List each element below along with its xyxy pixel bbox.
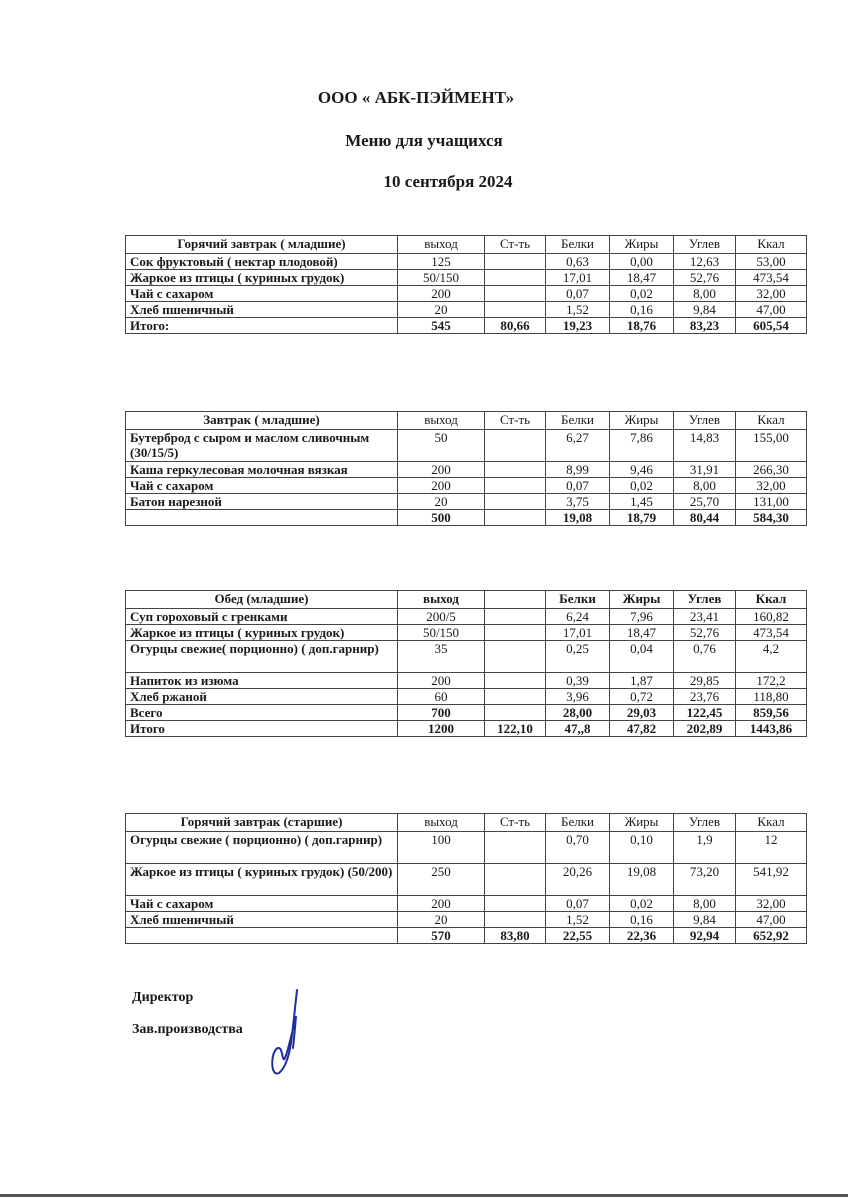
kcal-header: Ккал (736, 412, 807, 430)
output-cell: 20 (398, 302, 485, 318)
carbs-cell: 23,41 (674, 609, 736, 625)
output-cell: 100 (398, 832, 485, 864)
document-title: Меню для учащихся (345, 131, 503, 150)
table-row (126, 254, 807, 270)
dish-name: Напиток из изюма (126, 673, 398, 689)
kcal-cell: 584,30 (736, 510, 807, 526)
carbs-cell: 83,23 (674, 318, 736, 334)
table-row (126, 430, 807, 462)
fat-cell: 1,45 (610, 494, 674, 510)
protein-cell: 1,52 (546, 912, 610, 928)
kcal-cell: 12 (736, 832, 807, 864)
table-row (126, 270, 807, 286)
dish-name (126, 510, 398, 526)
output-cell: 50/150 (398, 270, 485, 286)
carbs-cell: 9,84 (674, 912, 736, 928)
fat-cell: 0,02 (610, 286, 674, 302)
carbs-cell: 23,76 (674, 689, 736, 705)
carbs-header: Углев (674, 814, 736, 832)
dish-name: Хлеб пшеничный (126, 912, 398, 928)
output-cell: 125 (398, 254, 485, 270)
fat-cell: 0,04 (610, 641, 674, 673)
kcal-cell: 47,00 (736, 302, 807, 318)
fat-cell: 7,96 (610, 609, 674, 625)
cost-header: Ст-ть (485, 236, 546, 254)
kcal-cell: 541,92 (736, 864, 807, 896)
protein-cell: 28,00 (546, 705, 610, 721)
fat-cell: 47,82 (610, 721, 674, 737)
protein-cell: 17,01 (546, 625, 610, 641)
dish-name: Чай с сахаром (126, 286, 398, 302)
carbs-cell: 8,00 (674, 478, 736, 494)
production-head-label: Зав.производства (132, 1022, 243, 1037)
carbs-cell: 52,76 (674, 270, 736, 286)
meal-title: Обед (младшие) (126, 591, 398, 609)
carbs-cell: 202,89 (674, 721, 736, 737)
total-row (126, 510, 807, 526)
total-row (126, 318, 807, 334)
table-row (126, 641, 807, 673)
cost-cell (485, 832, 546, 864)
table-row (126, 609, 807, 625)
table-row (126, 494, 807, 510)
kcal-cell: 53,00 (736, 254, 807, 270)
menu-table (125, 813, 807, 944)
cost-cell (485, 689, 546, 705)
fat-cell: 18,76 (610, 318, 674, 334)
table-header-row (126, 236, 807, 254)
total-row (126, 928, 807, 944)
protein-cell: 1,52 (546, 302, 610, 318)
protein-cell: 19,23 (546, 318, 610, 334)
kcal-header: Ккал (736, 236, 807, 254)
protein-cell: 0,39 (546, 673, 610, 689)
cost-cell (485, 896, 546, 912)
output-cell: 700 (398, 705, 485, 721)
table-row (126, 478, 807, 494)
fat-header: Жиры (610, 412, 674, 430)
kcal-cell: 155,00 (736, 430, 807, 462)
carbs-header: Углев (674, 236, 736, 254)
output-cell: 570 (398, 928, 485, 944)
dish-name: Хлеб пшеничный (126, 302, 398, 318)
carbs-cell: 73,20 (674, 864, 736, 896)
cost-cell (485, 705, 546, 721)
output-cell: 200 (398, 286, 485, 302)
menu-date: 10 сентября 2024 (383, 172, 513, 191)
fat-cell: 0,02 (610, 478, 674, 494)
menu-table (125, 411, 807, 526)
output-cell: 500 (398, 510, 485, 526)
output-cell: 200 (398, 478, 485, 494)
protein-cell: 20,26 (546, 864, 610, 896)
cost-cell (485, 270, 546, 286)
table-row (126, 832, 807, 864)
output-cell: 20 (398, 494, 485, 510)
output-cell: 545 (398, 318, 485, 334)
output-header: выход (398, 814, 485, 832)
carbs-cell: 52,76 (674, 625, 736, 641)
dish-name: Огурцы свежие( порционно) ( доп.гарнир) (126, 641, 398, 673)
total-row (126, 705, 807, 721)
table-row (126, 462, 807, 478)
kcal-header: Ккал (736, 814, 807, 832)
protein-cell: 6,24 (546, 609, 610, 625)
cost-header: Ст-ть (485, 412, 546, 430)
cost-cell (485, 286, 546, 302)
fat-cell: 22,36 (610, 928, 674, 944)
dish-name: Итого: (126, 318, 398, 334)
protein-cell: 47,,8 (546, 721, 610, 737)
handwritten-signature (265, 988, 315, 1078)
output-cell: 250 (398, 864, 485, 896)
fat-cell: 0,72 (610, 689, 674, 705)
fat-cell: 1,87 (610, 673, 674, 689)
protein-header: Белки (546, 814, 610, 832)
kcal-cell: 32,00 (736, 896, 807, 912)
carbs-cell: 92,94 (674, 928, 736, 944)
carbs-cell: 122,45 (674, 705, 736, 721)
kcal-cell: 172,2 (736, 673, 807, 689)
fat-cell: 18,79 (610, 510, 674, 526)
output-header: выход (398, 412, 485, 430)
table-header-row (126, 412, 807, 430)
kcal-cell: 32,00 (736, 286, 807, 302)
dish-name: Хлеб ржаной (126, 689, 398, 705)
table-header-row (126, 591, 807, 609)
protein-cell: 19,08 (546, 510, 610, 526)
table-row (126, 625, 807, 641)
carbs-cell: 29,85 (674, 673, 736, 689)
meal-title: Завтрак ( младшие) (126, 412, 398, 430)
protein-cell: 0,07 (546, 286, 610, 302)
output-cell: 200 (398, 896, 485, 912)
fat-cell: 18,47 (610, 270, 674, 286)
protein-cell: 8,99 (546, 462, 610, 478)
page-bottom-edge (0, 1194, 848, 1197)
kcal-cell: 266,30 (736, 462, 807, 478)
carbs-cell: 12,63 (674, 254, 736, 270)
table-row (126, 896, 807, 912)
total-row (126, 721, 807, 737)
fat-header: Жиры (610, 591, 674, 609)
cost-cell: 122,10 (485, 721, 546, 737)
fat-cell: 18,47 (610, 625, 674, 641)
kcal-cell: 473,54 (736, 625, 807, 641)
protein-cell: 0,63 (546, 254, 610, 270)
kcal-cell: 160,82 (736, 609, 807, 625)
carbs-cell: 1,9 (674, 832, 736, 864)
dish-name: Сок фруктовый ( нектар плодовой) (126, 254, 398, 270)
cost-cell (485, 864, 546, 896)
protein-cell: 17,01 (546, 270, 610, 286)
kcal-cell: 652,92 (736, 928, 807, 944)
carbs-cell: 8,00 (674, 896, 736, 912)
dish-name: Суп гороховый с гренками (126, 609, 398, 625)
meal-title: Горячий завтрак ( младшие) (126, 236, 398, 254)
cost-cell: 83,80 (485, 928, 546, 944)
carbs-cell: 0,76 (674, 641, 736, 673)
cost-cell (485, 254, 546, 270)
table-row (126, 912, 807, 928)
protein-cell: 0,25 (546, 641, 610, 673)
table-row (126, 673, 807, 689)
carbs-cell: 8,00 (674, 286, 736, 302)
dish-name: Всего (126, 705, 398, 721)
protein-cell: 3,96 (546, 689, 610, 705)
carbs-cell: 80,44 (674, 510, 736, 526)
carbs-header: Углев (674, 412, 736, 430)
kcal-cell: 47,00 (736, 912, 807, 928)
output-cell: 200/5 (398, 609, 485, 625)
protein-header: Белки (546, 591, 610, 609)
output-cell: 1200 (398, 721, 485, 737)
dish-name: Чай с сахаром (126, 896, 398, 912)
table-row (126, 286, 807, 302)
kcal-cell: 4,2 (736, 641, 807, 673)
fat-cell: 0,16 (610, 912, 674, 928)
fat-cell: 19,08 (610, 864, 674, 896)
output-cell: 50/150 (398, 625, 485, 641)
output-header: выход (398, 236, 485, 254)
fat-cell: 0,16 (610, 302, 674, 318)
protein-header: Белки (546, 236, 610, 254)
output-cell: 20 (398, 912, 485, 928)
signature-stroke (272, 990, 297, 1074)
fat-cell: 9,46 (610, 462, 674, 478)
dish-name: Итого (126, 721, 398, 737)
protein-header: Белки (546, 412, 610, 430)
protein-cell: 3,75 (546, 494, 610, 510)
table-row (126, 864, 807, 896)
cost-cell (485, 462, 546, 478)
protein-cell: 6,27 (546, 430, 610, 462)
fat-cell: 7,86 (610, 430, 674, 462)
carbs-cell: 9,84 (674, 302, 736, 318)
kcal-cell: 118,80 (736, 689, 807, 705)
kcal-cell: 605,54 (736, 318, 807, 334)
fat-cell: 29,03 (610, 705, 674, 721)
carbs-cell: 14,83 (674, 430, 736, 462)
kcal-cell: 859,56 (736, 705, 807, 721)
output-header: выход (398, 591, 485, 609)
carbs-header: Углев (674, 591, 736, 609)
table-row (126, 689, 807, 705)
cost-cell (485, 510, 546, 526)
output-cell: 60 (398, 689, 485, 705)
kcal-cell: 131,00 (736, 494, 807, 510)
dish-name: Каша геркулесовая молочная вязкая (126, 462, 398, 478)
fat-cell: 0,00 (610, 254, 674, 270)
dish-name: Огурцы свежие ( порционно) ( доп.гарнир) (126, 832, 398, 864)
kcal-cell: 473,54 (736, 270, 807, 286)
output-cell: 200 (398, 462, 485, 478)
table-row (126, 302, 807, 318)
cost-cell (485, 430, 546, 462)
protein-cell: 0,70 (546, 832, 610, 864)
fat-cell: 0,02 (610, 896, 674, 912)
cost-cell (485, 478, 546, 494)
dish-name: Батон нарезной (126, 494, 398, 510)
menu-table (125, 590, 807, 737)
cost-header (485, 591, 546, 609)
dish-name: Бутерброд с сыром и маслом сливочным (30/15/5) (126, 430, 398, 462)
cost-header: Ст-ть (485, 814, 546, 832)
cost-cell (485, 641, 546, 673)
menu-table (125, 235, 807, 334)
cost-cell (485, 625, 546, 641)
dish-name: Жаркое из птицы ( куриных грудок) (126, 625, 398, 641)
organization-name: ООО « АБК-ПЭЙМЕНТ» (317, 88, 515, 107)
dish-name (126, 928, 398, 944)
kcal-cell: 1443,86 (736, 721, 807, 737)
carbs-cell: 25,70 (674, 494, 736, 510)
dish-name: Жаркое из птицы ( куриных грудок) (126, 270, 398, 286)
cost-cell (485, 494, 546, 510)
protein-cell: 22,55 (546, 928, 610, 944)
fat-header: Жиры (610, 236, 674, 254)
dish-name: Жаркое из птицы ( куриных грудок) (50/200) (126, 864, 398, 896)
fat-header: Жиры (610, 814, 674, 832)
cost-cell (485, 673, 546, 689)
cost-cell: 80,66 (485, 318, 546, 334)
output-cell: 200 (398, 673, 485, 689)
cost-cell (485, 912, 546, 928)
protein-cell: 0,07 (546, 478, 610, 494)
dish-name: Чай с сахаром (126, 478, 398, 494)
kcal-cell: 32,00 (736, 478, 807, 494)
carbs-cell: 31,91 (674, 462, 736, 478)
output-cell: 50 (398, 430, 485, 462)
kcal-header: Ккал (736, 591, 807, 609)
fat-cell: 0,10 (610, 832, 674, 864)
director-label: Директор (132, 990, 194, 1005)
protein-cell: 0,07 (546, 896, 610, 912)
table-header-row (126, 814, 807, 832)
meal-title: Горячий завтрак (старшие) (126, 814, 398, 832)
output-cell: 35 (398, 641, 485, 673)
cost-cell (485, 302, 546, 318)
cost-cell (485, 609, 546, 625)
